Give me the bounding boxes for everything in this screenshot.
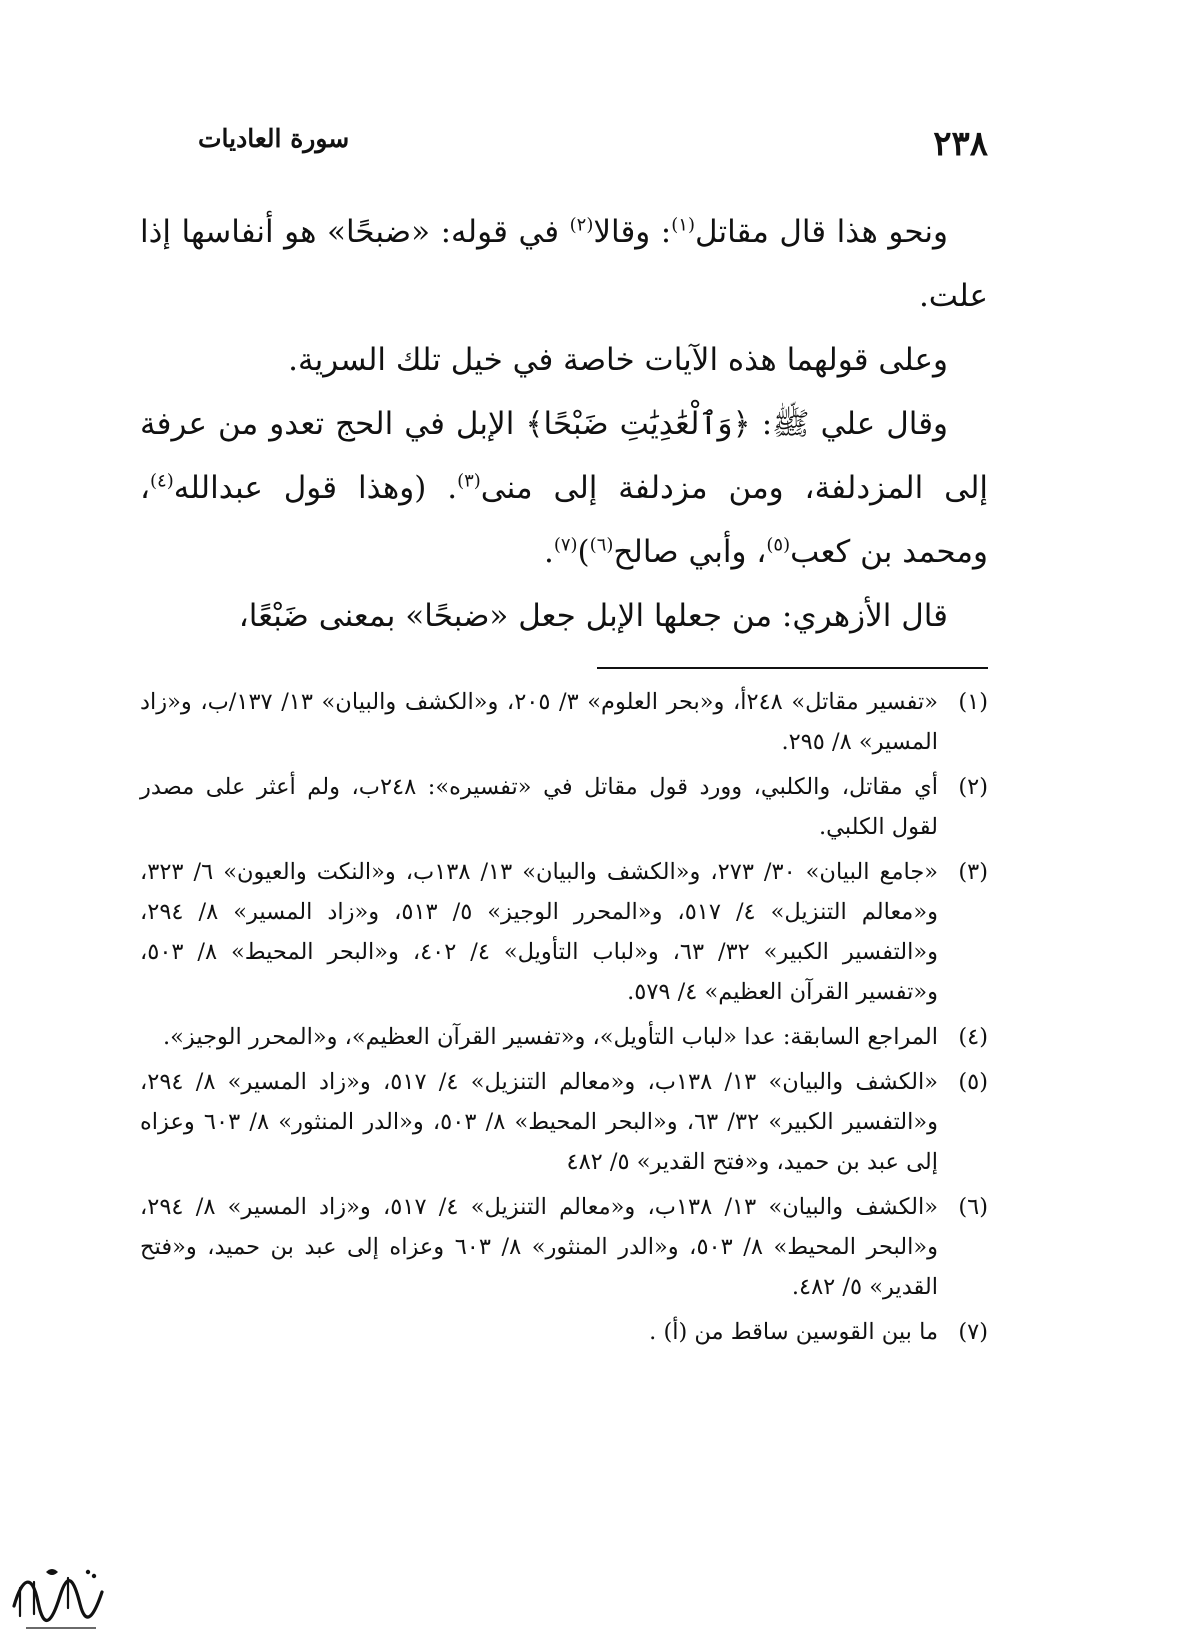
text-run: في قوله: «ضبحًا» هو أنفاسها إذا علت.	[140, 214, 988, 314]
footnote-ref-2[interactable]: (٢)	[569, 214, 594, 236]
text-run: وقال علي ﷺ:	[750, 406, 948, 442]
footnote-1	[140, 682, 988, 762]
footnote-divider	[597, 667, 988, 669]
footnote-ref-3[interactable]: (٣)	[457, 470, 481, 492]
text-run: : وقالا	[593, 214, 672, 250]
footnote-3	[140, 852, 988, 1012]
text-run: )	[577, 534, 590, 570]
text-run: ، وأبي صالح	[613, 534, 767, 570]
footnote-ref-4[interactable]: (٤)	[150, 470, 174, 492]
footnote-number: (٧)	[958, 1319, 988, 1345]
footnote-7	[140, 1312, 988, 1352]
text-run: ، ومحمد بن كعب	[140, 470, 988, 570]
text-run: الإبل في الحج تعدو من عرفة إلى المزدلفة، ومن مزدلفة إلى منى	[140, 406, 989, 506]
footnote-4	[140, 1017, 988, 1057]
footnote-5	[140, 1062, 988, 1182]
page-number: ٢٣٨	[933, 124, 988, 164]
paragraph-3	[140, 392, 988, 584]
footnote-text: ما بين القوسين ساقط من (أ) .	[649, 1319, 938, 1345]
footnote-number: (٥)	[958, 1069, 988, 1095]
footnote-ref-6[interactable]: (٦)	[589, 534, 614, 556]
footnote-2	[140, 767, 988, 847]
footnote-number: (٦)	[958, 1194, 988, 1220]
text-run: .	[543, 534, 554, 570]
publisher-logo	[8, 1558, 108, 1636]
footnote-ref-7[interactable]: (٧)	[553, 534, 578, 556]
paragraph-2: وعلى قولهما هذه الآيات خاصة في خيل تلك السرية.	[288, 342, 948, 378]
footnote-ref-5[interactable]: (٥)	[766, 534, 791, 556]
footnote-text: أي مقاتل، والكلبي، وورد قول مقاتل في «تفسيره»: ٢٤٨ب، ولم أعثر على مصدر لقول الكلبي.	[140, 774, 938, 840]
main-text	[140, 200, 988, 648]
footnotes	[140, 682, 988, 1357]
footnote-6	[140, 1187, 988, 1307]
paragraph-4: قال الأزهري: من جعلها الإبل جعل «ضبحًا» بمعنى ضَبْعًا،	[238, 598, 948, 634]
text-run: ونحو هذا قال مقاتل	[694, 214, 948, 250]
footnote-text: «تفسير مقاتل» ٢٤٨أ، و«بحر العلوم» ٣/ ٢٠٥، و«الكشف والبيان» ١٣/ ١٣٧/ب، و«زاد المسير» ٨/ ٢٩٥.	[140, 689, 938, 755]
surah-title: سورة العاديات	[198, 124, 350, 153]
footnote-number: (١)	[958, 689, 988, 715]
footnote-text: «الكشف والبيان» ١٣/ ١٣٨ب، و«معالم التنزيل» ٤/ ٥١٧، و«زاد المسير» ٨/ ٢٩٤، و«التفسير الكبير» ٣٢/ ٦٣، و«البحر المحيط» ٨/ ٥٠٣، و«الدر المنثور» ٨/ ٦٠٣ وعزاه إلى عبد بن حميد، و«فتح القدير» ٥/ ٤٨٢	[140, 1069, 939, 1175]
footnote-number: (٣)	[958, 859, 988, 885]
page-header	[198, 118, 988, 178]
footnote-text: المراجع السابقة: عدا «لباب التأويل»، و«تفسير القرآن العظيم»، و«المحرر الوجيز».	[163, 1024, 938, 1050]
footnote-number: (٤)	[958, 1024, 988, 1050]
footnote-ref-1[interactable]: (١)	[671, 214, 695, 236]
footnote-text: «الكشف والبيان» ١٣/ ١٣٨ب، و«معالم التنزيل» ٤/ ٥١٧، و«زاد المسير» ٨/ ٢٩٤، و«البحر المحيط» ٨/ ٥٠٣، و«الدر المنثور» ٨/ ٦٠٣ وعزاه إلى عبد بن حميد، و«فتح القدير» ٥/ ٤٨٢.	[140, 1194, 939, 1300]
text-run: . (وهذا قول عبدالله	[173, 470, 458, 506]
footnote-number: (٢)	[958, 774, 988, 800]
quran-verse: ﴿وَٱلْعَٰدِيَٰتِ ضَبْحًا﴾	[525, 406, 751, 442]
paragraph-1	[140, 200, 988, 328]
footnote-text: «جامع البيان» ٣٠/ ٢٧٣، و«الكشف والبيان» ١٣/ ١٣٨ب، و«النكت والعيون» ٦/ ٣٢٣، و«معالم التنزيل» ٤/ ٥١٧، و«المحرر الوجيز» ٥/ ٥١٣، و«زاد المسير» ٨/ ٢٩٤، و«التفسير الكبير» ٣٢/ ٦٣، و«لباب التأويل» ٤/ ٤٠٢، و«البحر المحيط» ٨/ ٥٠٣، و«تفسير القرآن العظيم» ٤/ ٥٧٩.	[140, 859, 939, 1005]
